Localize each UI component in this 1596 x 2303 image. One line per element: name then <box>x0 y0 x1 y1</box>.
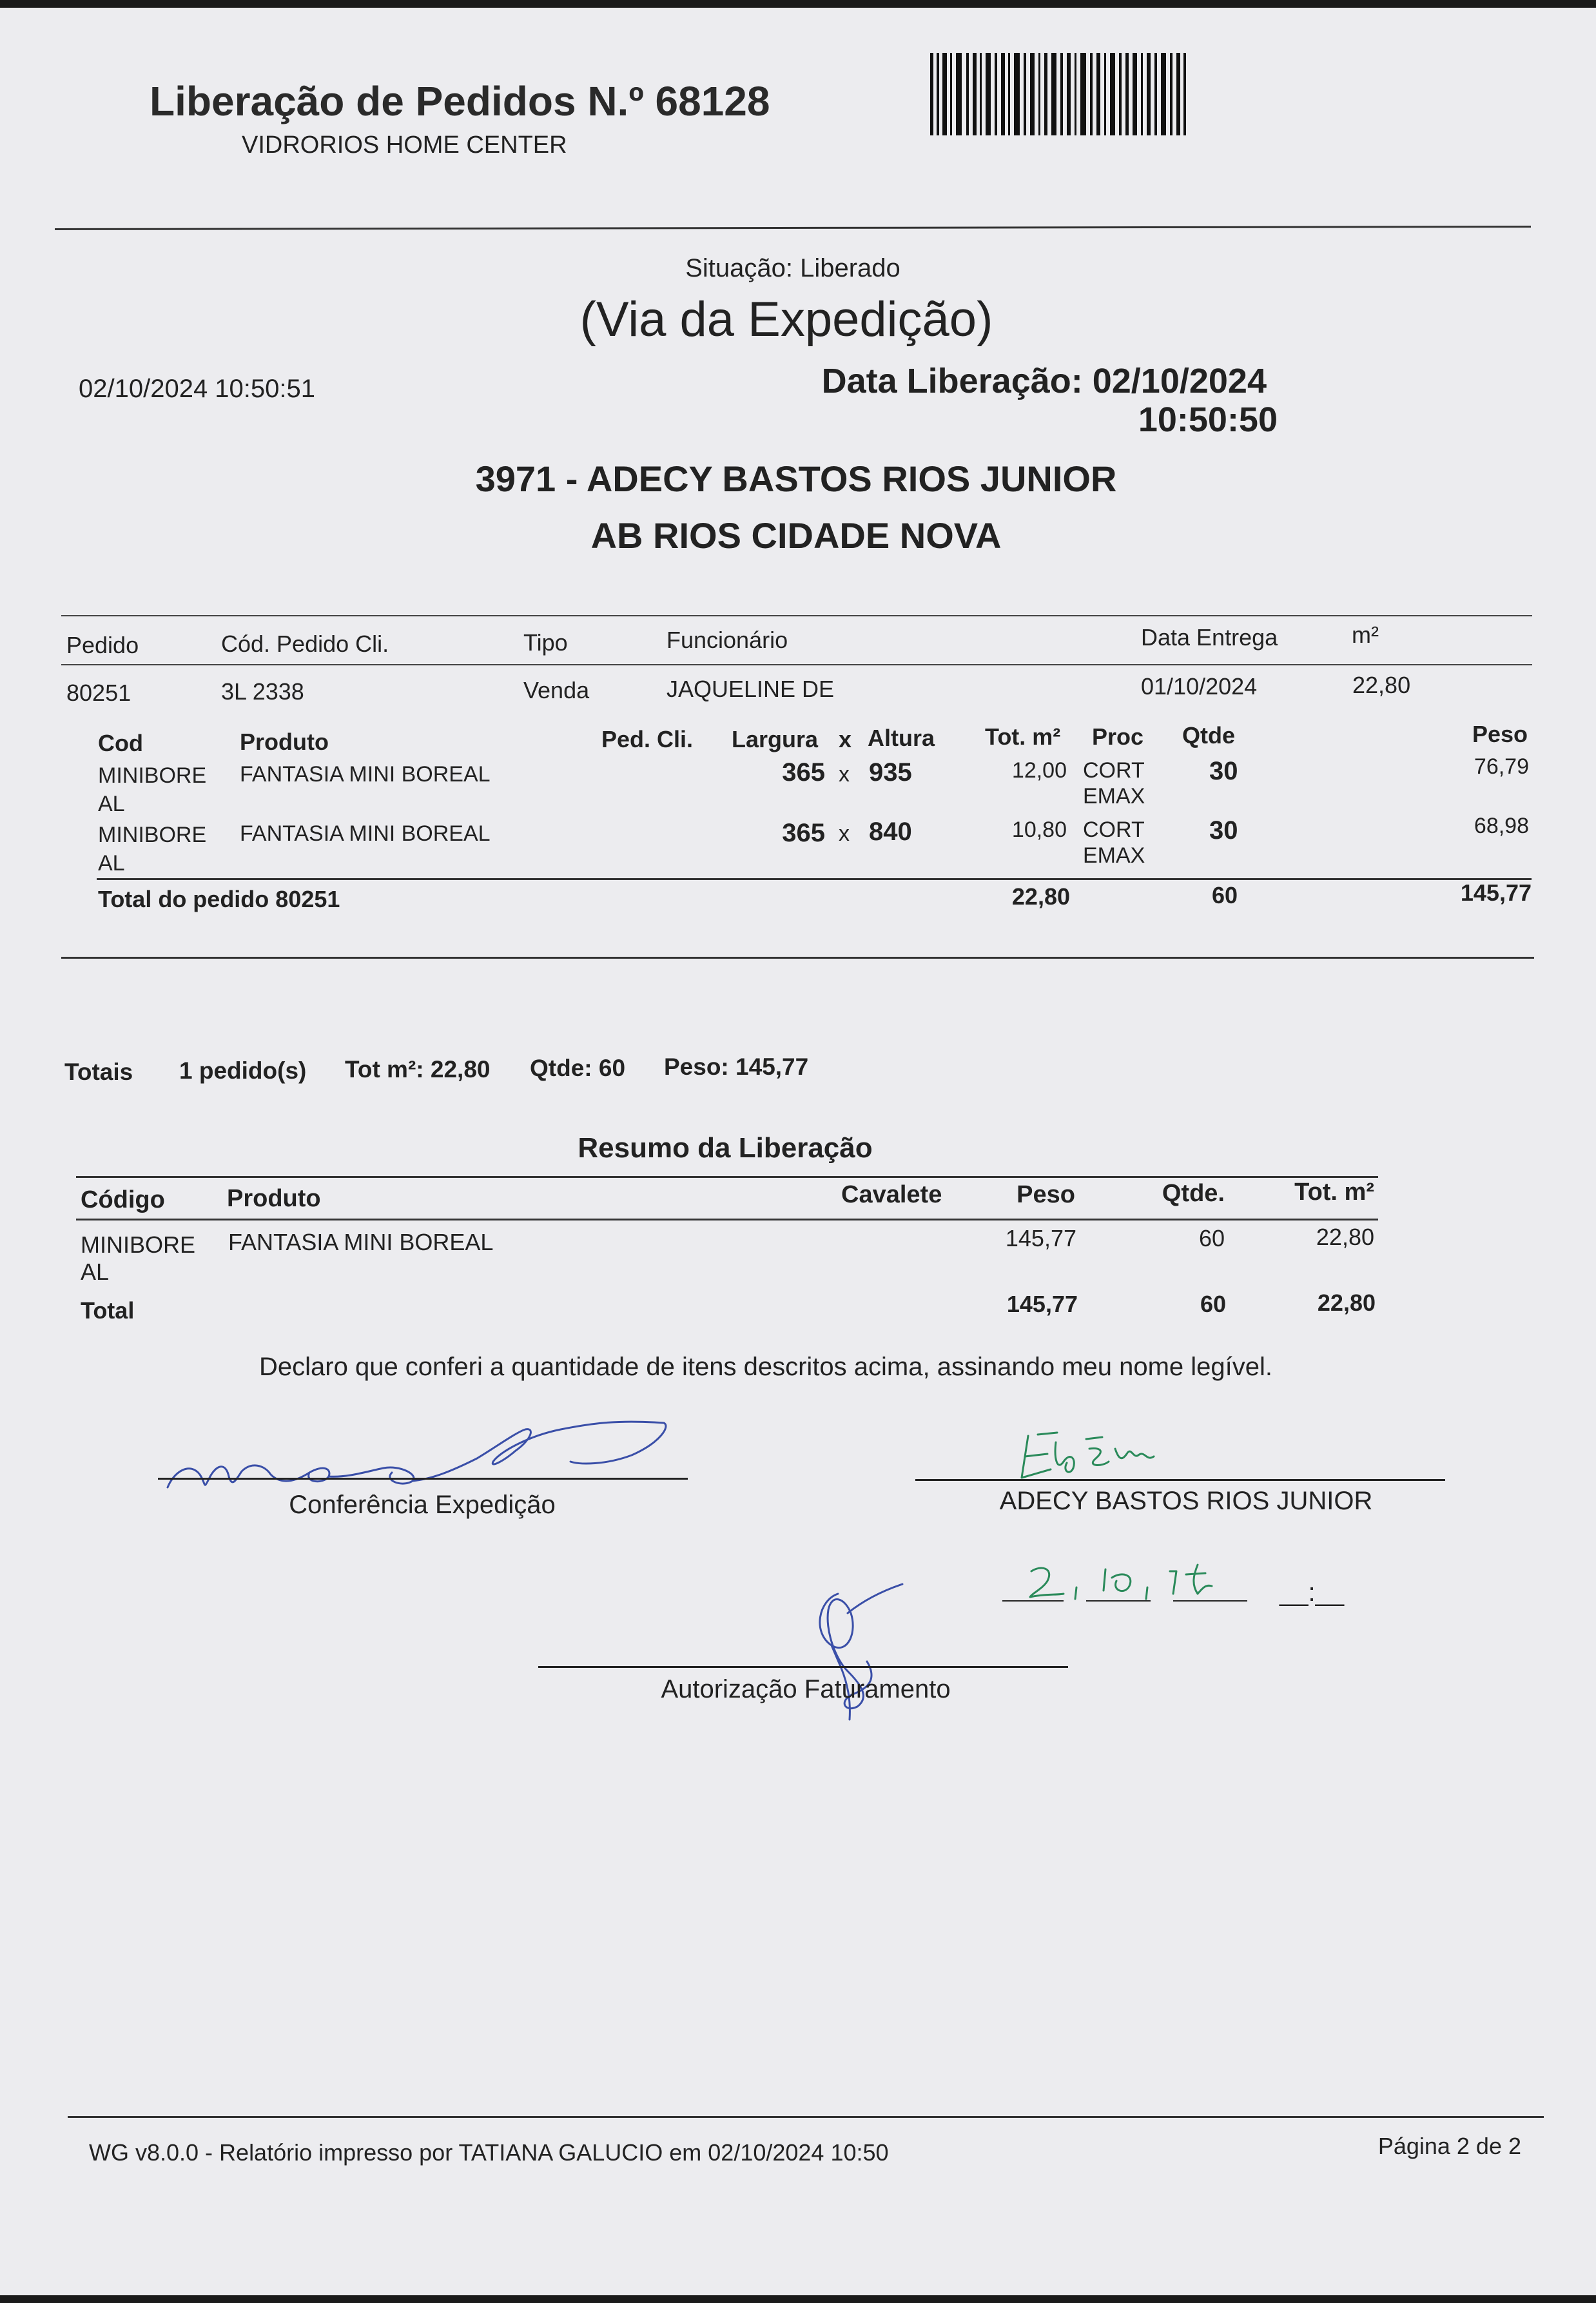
resumo-codigo: MINIBORE <box>81 1231 196 1258</box>
resumo-top-rule <box>76 1176 1378 1178</box>
pedido-total-label: Total do pedido 80251 <box>98 886 340 912</box>
resumo-codigo-cont: AL <box>81 1259 110 1285</box>
item-header-altura: Altura <box>868 725 935 751</box>
resumo-total-tot-m2: 22,80 <box>1317 1289 1376 1316</box>
items-total-rule <box>97 878 1532 880</box>
header-divider <box>55 226 1531 230</box>
resumo-title: Resumo da Liberação <box>578 1132 873 1164</box>
item-1-proc: CORT <box>1083 758 1145 783</box>
item-1-altura: 935 <box>869 758 912 787</box>
barcode <box>930 53 1188 143</box>
item-1-proc-cont: EMAX <box>1083 784 1145 808</box>
release-date: Data Liberação: 02/10/2024 <box>821 362 1267 400</box>
signature-conferencia <box>155 1400 683 1497</box>
via-label: (Via da Expedição) <box>579 292 993 347</box>
footer-printed-by: WG v8.0.0 - Relatório impresso por TATIANA GALUCIO em 02/10/2024 10:50 <box>89 2139 889 2166</box>
resumo-produto: FANTASIA MINI BOREAL <box>228 1229 494 1255</box>
resumo-qtde: 60 <box>1198 1225 1225 1251</box>
item-header-ped-cli: Ped. Cli. <box>601 726 694 752</box>
item-2-x: x <box>839 821 850 846</box>
resumo-total-qtde: 60 <box>1200 1291 1226 1317</box>
item-2-proc-cont: EMAX <box>1083 843 1145 868</box>
item-header-proc: Proc <box>1092 723 1144 750</box>
funcionario-value: JAQUELINE DE <box>667 676 835 702</box>
company-name: VIDRORIOS HOME CENTER <box>242 132 567 159</box>
footer-rule <box>68 2116 1544 2118</box>
item-2-peso: 68,98 <box>1474 814 1529 838</box>
table-top-rule <box>61 615 1532 616</box>
totais-peso: Peso: 145,77 <box>664 1054 809 1080</box>
item-2-cod: MINIBORE <box>98 823 207 847</box>
resumo-tot-m2: 22,80 <box>1316 1224 1374 1250</box>
autorizacao-label: Autorização Faturamento <box>661 1675 951 1703</box>
m2-value: 22,80 <box>1352 672 1411 698</box>
document-page <box>0 8 1596 2295</box>
table-header-rule <box>61 664 1532 665</box>
item-1-x: x <box>839 762 850 787</box>
col-header-cod-pedido-cli: Cód. Pedido Cli. <box>221 631 389 657</box>
item-2-qtde: 30 <box>1209 816 1238 845</box>
print-timestamp: 02/10/2024 10:50:51 <box>79 375 316 403</box>
totais-pedidos: 1 pedido(s) <box>179 1057 307 1084</box>
document-title: Liberação de Pedidos N.º 68128 <box>150 78 770 124</box>
signature-cliente <box>1018 1423 1238 1494</box>
item-1-qtde: 30 <box>1209 757 1238 785</box>
data-entrega-value: 01/10/2024 <box>1141 673 1258 700</box>
resumo-header-qtde: Qtde. <box>1162 1180 1225 1207</box>
date-blank-day <box>1002 1600 1064 1602</box>
resumo-header-tot-m2: Tot. m² <box>1294 1179 1374 1206</box>
handwritten-date <box>993 1555 1263 1613</box>
pedido-number: 80251 <box>66 680 131 706</box>
resumo-peso: 145,77 <box>1005 1225 1076 1251</box>
item-2-altura: 840 <box>869 818 912 846</box>
date-blank-year <box>1173 1600 1247 1602</box>
item-1-peso: 76,79 <box>1474 754 1529 779</box>
footer-page-number: Página 2 de 2 <box>1377 2133 1521 2159</box>
status-label: Situação: Liberado <box>685 254 900 282</box>
item-2-cod-cont: AL <box>98 851 125 876</box>
signature-line-cliente <box>915 1479 1445 1481</box>
declaration-text: Declaro que conferi a quantidade de itens descritos acima, assinando meu nome legível. <box>259 1353 1273 1381</box>
cod-pedido-cli: 3L 2338 <box>221 678 304 705</box>
signature-line-autorizacao <box>538 1666 1068 1668</box>
item-1-tot-m2: 12,00 <box>1011 758 1067 783</box>
resumo-header-peso: Peso <box>1017 1181 1075 1208</box>
item-header-x: x <box>839 726 852 752</box>
pedido-total-peso: 145,77 <box>1460 879 1532 906</box>
item-2-proc: CORT <box>1083 818 1145 842</box>
col-header-m2: m² <box>1352 622 1379 648</box>
signature-autorizacao <box>793 1574 922 1729</box>
totais-label: Totais <box>64 1059 133 1085</box>
item-1-cod: MINIBORE <box>98 763 207 788</box>
release-time: 10:50:50 <box>1138 400 1278 439</box>
client-store: AB RIOS CIDADE NOVA <box>590 515 1002 556</box>
time-blank: __:__ <box>1280 1578 1345 1607</box>
resumo-header-cavalete: Cavalete <box>841 1181 942 1208</box>
item-header-largura: Largura <box>732 726 819 752</box>
date-blank-month <box>1086 1600 1151 1602</box>
item-header-tot-m2: Tot. m² <box>985 723 1061 750</box>
item-2-largura: 365 <box>782 819 825 847</box>
resumo-total-peso: 145,77 <box>1006 1291 1078 1317</box>
col-header-funcionario: Funcionário <box>667 627 788 653</box>
item-header-qtde: Qtde <box>1182 722 1236 749</box>
totais-m2: Tot m²: 22,80 <box>345 1056 491 1083</box>
resumo-total-label: Total <box>81 1297 135 1324</box>
section-divider <box>61 957 1534 959</box>
signature-line-conferencia <box>158 1478 688 1480</box>
tipo-value: Venda <box>523 677 590 703</box>
item-2-produto: FANTASIA MINI BOREAL <box>240 821 491 846</box>
item-1-produto: FANTASIA MINI BOREAL <box>240 762 491 787</box>
item-header-cod: Cod <box>98 730 143 756</box>
col-header-pedido: Pedido <box>66 632 139 658</box>
col-header-tipo: Tipo <box>523 629 568 656</box>
totais-qtde: Qtde: 60 <box>530 1055 626 1081</box>
resumo-header-codigo: Código <box>81 1186 165 1213</box>
client-name: 3971 - ADECY BASTOS RIOS JUNIOR <box>475 458 1117 499</box>
item-1-cod-cont: AL <box>98 792 125 816</box>
pedido-total-m2: 22,80 <box>1011 883 1070 910</box>
resumo-header-rule <box>76 1219 1378 1220</box>
resumo-header-produto: Produto <box>227 1185 321 1212</box>
pedido-total-qtde: 60 <box>1212 882 1238 908</box>
item-1-largura: 365 <box>782 758 825 787</box>
conferencia-label: Conferência Expedição <box>289 1491 556 1519</box>
item-header-peso: Peso <box>1472 721 1528 747</box>
col-header-data-entrega: Data Entrega <box>1141 624 1278 651</box>
item-2-tot-m2: 10,80 <box>1011 818 1067 842</box>
item-header-produto: Produto <box>240 729 329 755</box>
cliente-signature-label: ADECY BASTOS RIOS JUNIOR <box>999 1487 1373 1515</box>
